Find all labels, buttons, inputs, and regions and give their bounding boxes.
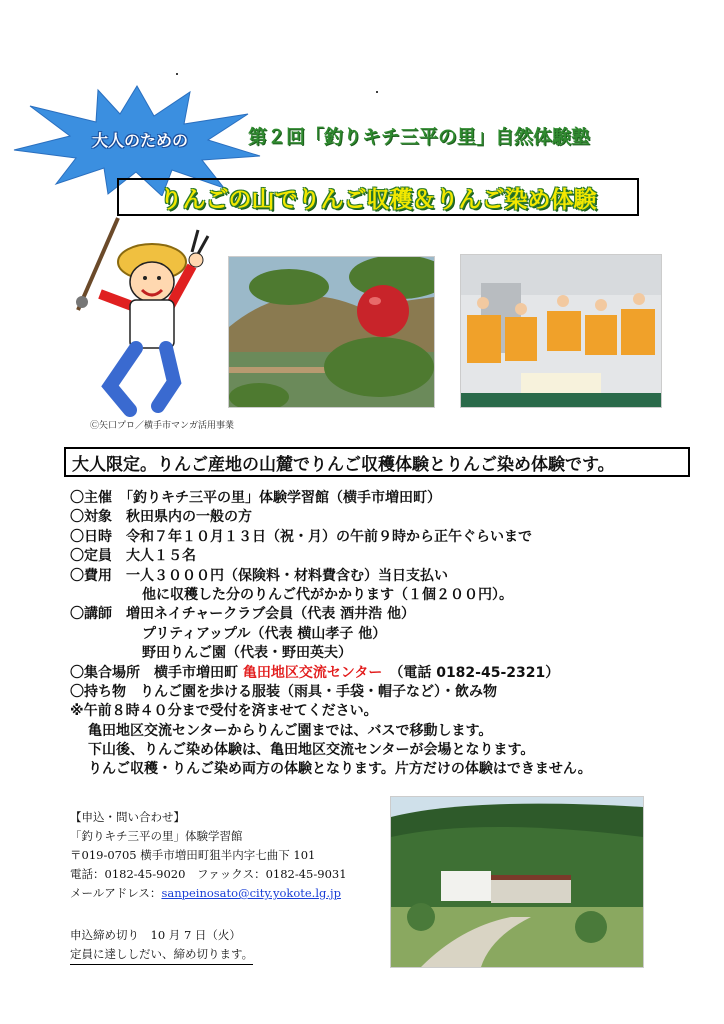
venue-photo <box>390 796 644 968</box>
detail-meeting <box>70 664 710 683</box>
contact-name: 「釣りキチ三平の里」体験学習館 <box>70 829 243 843</box>
contact-heading: 【申込・問い合わせ】 <box>70 810 185 824</box>
speck <box>176 73 178 75</box>
deadline-block <box>70 926 253 965</box>
note-line: ※午前８時４０分まで受付を済ませてください。 <box>70 703 378 720</box>
detail-instructor: プリティアップル（代表 横山孝子 他） <box>142 625 387 642</box>
apple-dyeing-photo <box>460 254 662 408</box>
character-illustration <box>70 210 218 420</box>
contact-email-row <box>70 884 390 903</box>
speck <box>376 91 378 93</box>
lead-text: 大人限定。りんご産地の山麓でりんご収穫体験とりんご染め体験です。 <box>72 454 615 475</box>
burst-label: 大人のための <box>91 131 188 150</box>
detail-instructor: 野田りんご園（代表・野田英夫） <box>142 645 352 662</box>
event-details <box>70 489 710 780</box>
detail-belongings: 〇持ち物 りんご園を歩ける服装（雨具・手袋・帽子など）・飲み物 <box>70 683 497 700</box>
deadline-note: 定員に達ししだい、締め切ります。 <box>70 945 253 965</box>
detail-organizer: 〇主催 「釣りキチ三平の里」体験学習館（横手市増田町） <box>70 490 441 506</box>
note-line: 亀田地区交流センターからりんご園までは、バスで移動します。 <box>88 722 493 739</box>
meeting-place: 亀田地区交流センター <box>242 664 383 681</box>
contact-phone-fax: 電話：0182-45-9020 ファックス：0182-45-9031 <box>70 867 347 881</box>
detail-fee-extra: 他に収穫した分のりんご代がかかります（１個２００円）。 <box>142 586 513 603</box>
detail-target: 〇対象 秋田県内の一般の方 <box>70 509 252 526</box>
detail-datetime: 〇日時 令和７年１０月１３日（祝・月）の午前９時から正午ぐらいまで <box>70 528 532 545</box>
lead-box <box>64 447 690 477</box>
contact-block <box>70 808 390 903</box>
event-title: 第２回「釣りキチ三平の里」自然体験塾 <box>248 126 591 148</box>
copyright-credit: Ⓒ矢口プロ／横手市マンガ活用事業 <box>90 421 235 431</box>
note-line: りんご収穫・りんご染め両方の体験となります。片方だけの体験はできません。 <box>88 761 592 778</box>
detail-fee: 〇費用 一人３０００円（保険料・材料費含む）当日支払い <box>70 567 448 584</box>
meeting-phone: （電話 0182-45-2321） <box>382 664 560 681</box>
contact-address: 〒019-0705 横手市増田町狙半内字七曲下 101 <box>70 848 316 862</box>
deadline-date: 申込締め切り 10 月 7 日（火） <box>70 928 241 942</box>
detail-instructor: 〇講師 増田ネイチャークラブ会員（代表 酒井浩 他） <box>70 606 416 623</box>
email-link[interactable]: sanpeinosato@city.yokote.lg.jp <box>161 886 341 900</box>
detail-capacity: 〇定員 大人１５名 <box>70 548 196 565</box>
subtitle: りんごの山でりんご収穫＆りんご染め体験 <box>159 186 597 213</box>
meeting-prefix: 〇集合場所 横手市増田町 <box>70 664 243 681</box>
apple-tree-photo <box>228 256 435 408</box>
note-line: 下山後、りんご染め体験は、亀田地区交流センターが会場となります。 <box>88 742 535 759</box>
email-label: メールアドレス： <box>70 886 162 900</box>
